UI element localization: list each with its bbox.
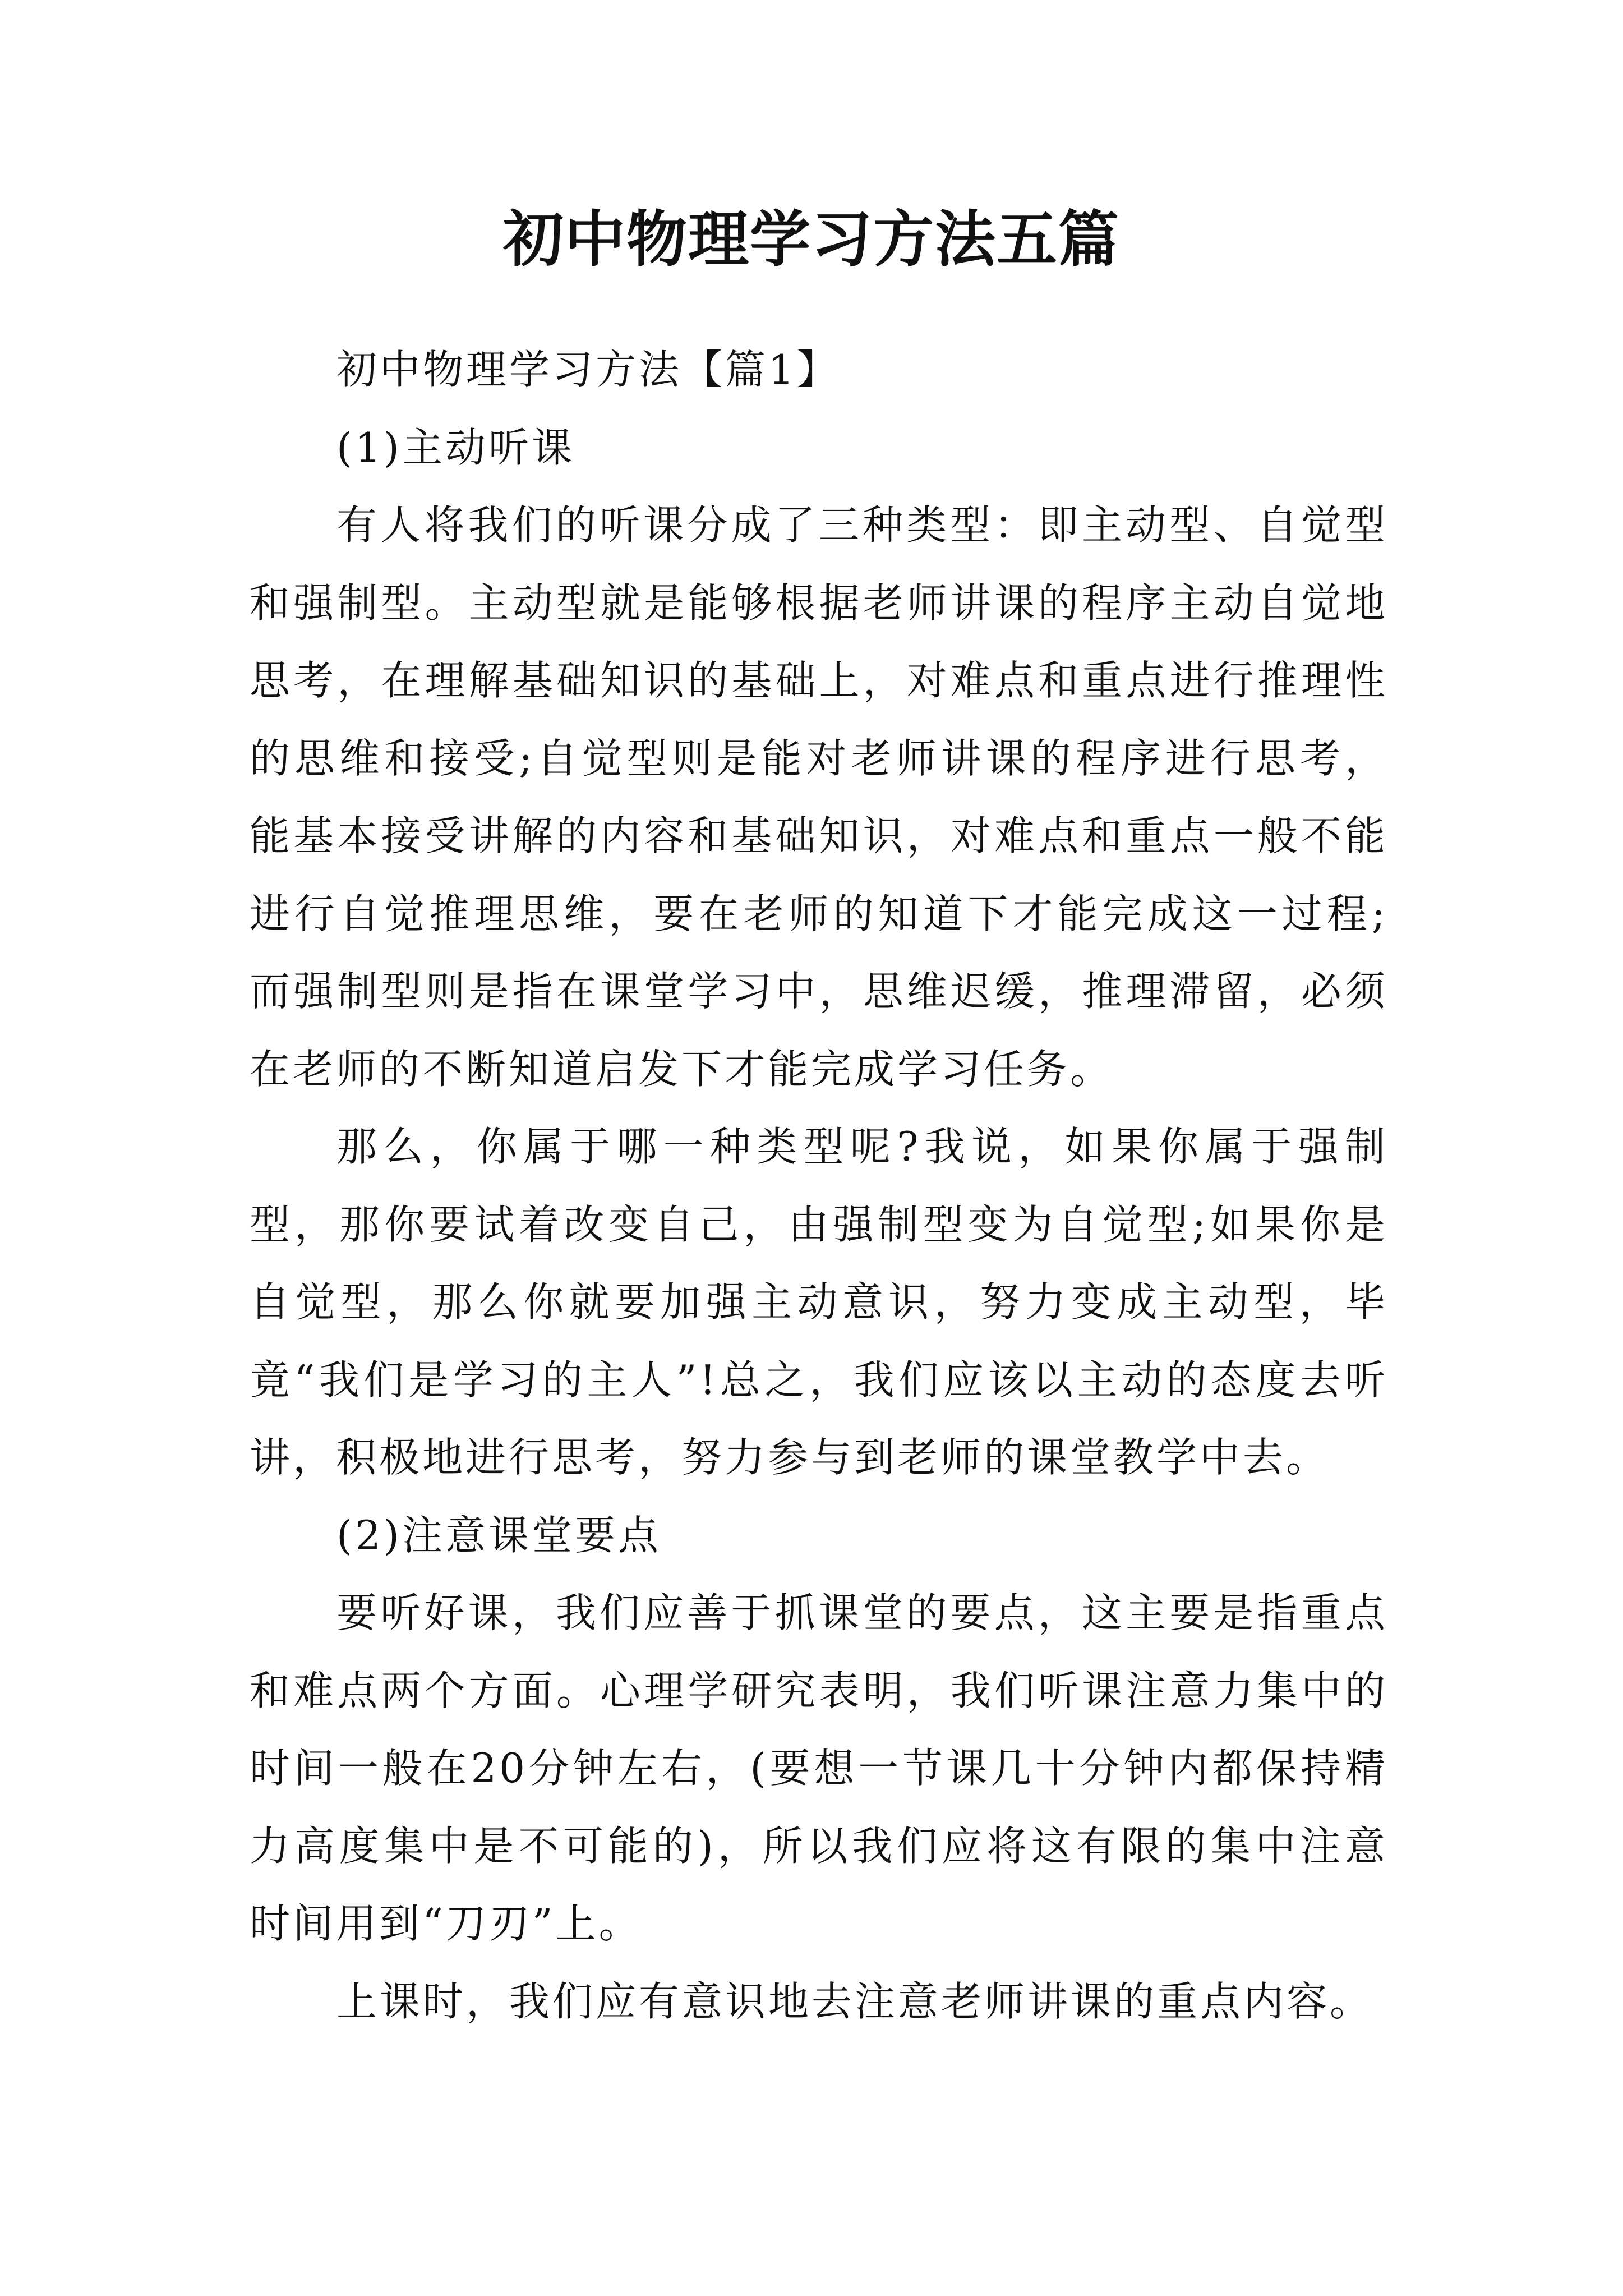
section-heading: 初中物理学习方法【篇1】 (336, 346, 840, 393)
paragraph-in-class: 上课时，我们应有意识地去注意老师讲课的重点内容。 (336, 1977, 1373, 2025)
subheading-active-listening: (1)主动听课 (336, 424, 575, 471)
document-body (250, 331, 1388, 2040)
paragraph-key-points: 要听好课，我们应善于抓课堂的要点，这主要是指重点和难点两个方面。心理学研究表明，我们听课注意力集中的时间一般在20分钟左右，(要想一节课几十分钟内都保持精力高度集中是不可能的)，所以我们应将这有限的集中注意时间用到“刀刃”上。 (250, 1589, 1388, 1947)
paragraph-listening-types: 有人将我们的听课分成了三种类型：即主动型、自觉型和强制型。主动型就是能够根据老师讲课的程序主动自觉地思考，在理解基础知识的基础上，对难点和重点进行推理性的思维和接受;自觉型则是能对老师讲课的程序进行思考，能基本接受讲解的内容和基础知识，对难点和重点一般不能进行自觉推理思维，要在老师的知道下才能完成这一过程;而强制型则是指在课堂学习中，思维迟缓，推理滞留，必须在老师的不断知道启发下才能完成学习任务。 (250, 501, 1388, 1093)
paragraph-which-type: 那么，你属于哪一种类型呢?我说，如果你属于强制型，那你要试着改变自己，由强制型变为自觉型;如果你是自觉型，那么你就要加强主动意识，努力变成主动型，毕竟“我们是学习的主人”!总之，我们应该以主动的态度去听讲，积极地进行思考，努力参与到老师的课堂教学中去。 (250, 1123, 1388, 1481)
document-title: 初中物理学习方法五篇 (502, 204, 1120, 275)
subheading-class-key-points: (2)注意课堂要点 (336, 1511, 661, 1559)
